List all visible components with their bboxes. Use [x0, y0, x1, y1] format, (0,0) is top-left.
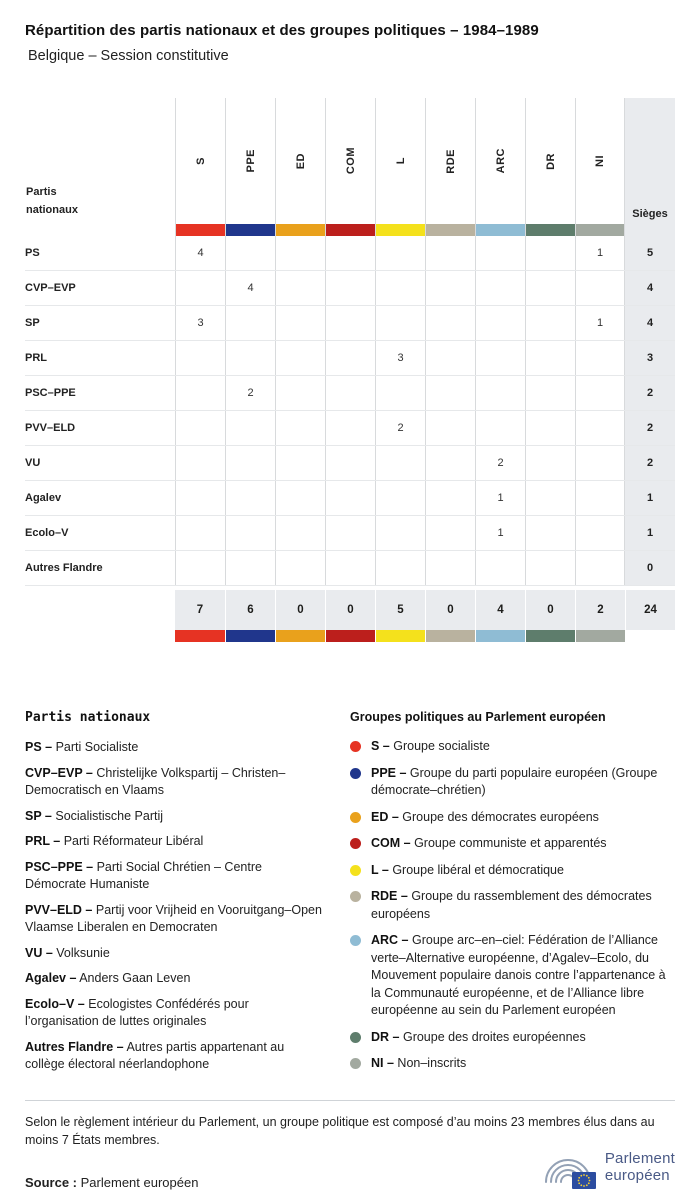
- parliament-logo-text: Parlement européen: [604, 1150, 675, 1184]
- value-cell: [575, 516, 625, 550]
- value-cell: [525, 271, 575, 305]
- totals-spacer: [25, 590, 175, 630]
- group-color-bar: [425, 630, 475, 642]
- group-legend-item: DR – Groupe des droites européennes: [350, 1029, 675, 1047]
- value-cell: [175, 551, 225, 585]
- value-cell: [275, 446, 325, 480]
- value-cell: [225, 341, 275, 375]
- column-header-label: ARC: [494, 148, 507, 174]
- column-header-label: L: [394, 157, 407, 165]
- total-cell: 0: [525, 590, 575, 630]
- value-cell: [525, 481, 575, 515]
- column-header-label: S: [194, 157, 207, 165]
- group-color-bar: [326, 224, 375, 236]
- value-cell: [325, 236, 375, 270]
- column-header-ppe: [225, 98, 275, 236]
- total-cell: 0: [275, 590, 325, 630]
- group-color-dot: [350, 1058, 361, 1069]
- seats-cell: 3: [625, 341, 675, 375]
- value-cell: [425, 341, 475, 375]
- group-color-dot: [350, 891, 361, 902]
- group-color-dot: [350, 838, 361, 849]
- value-cell: 2: [375, 411, 425, 445]
- value-cell: [225, 236, 275, 270]
- column-header-label: COM: [344, 147, 357, 175]
- column-header-l: [375, 98, 425, 236]
- value-cell: [175, 341, 225, 375]
- party-legend-item: SP – Socialistische Partij: [25, 808, 164, 823]
- value-cell: [425, 411, 475, 445]
- group-color-bar: [275, 630, 325, 642]
- party-legend-item: PS – Parti Socialiste: [25, 740, 139, 754]
- value-cell: [275, 376, 325, 410]
- party-legend-item: PSC–PPE – Parti Social Chrétien – Centre Démocrate Humaniste: [25, 859, 262, 891]
- bars-spacer: [625, 630, 675, 642]
- value-cell: [225, 481, 275, 515]
- value-cell: [325, 516, 375, 550]
- party-name: PSC–PPE: [25, 387, 76, 399]
- total-cell: 2: [575, 590, 625, 630]
- value-cell: [575, 411, 625, 445]
- table-corner-cell: [25, 98, 175, 236]
- seats-cell: 1: [625, 481, 675, 515]
- column-header-s: [175, 98, 225, 236]
- seats-cell: 0: [625, 551, 675, 585]
- value-cell: [375, 271, 425, 305]
- value-cell: 1: [475, 516, 525, 550]
- value-cell: [275, 551, 325, 585]
- value-cell: [325, 446, 375, 480]
- column-header-label: RDE: [444, 148, 457, 174]
- table-row: [25, 481, 675, 516]
- party-legend-item: PRL – Parti Réformateur Libéral: [25, 834, 204, 848]
- value-cell: [575, 271, 625, 305]
- group-color-bar: [375, 630, 425, 642]
- value-cell: [375, 306, 425, 340]
- page-subtitle: Belgique – Session constitutive: [28, 48, 229, 64]
- party-legend-item: PVV–ELD – Partij voor Vrijheid en Vooruitgang–Open Vlaamse Liberalen en Democraten: [25, 902, 322, 934]
- footnote-divider: [25, 1100, 675, 1101]
- group-legend-item: RDE – Groupe du rassemblement des démocrates européens: [350, 888, 675, 923]
- group-color-bar: [476, 224, 525, 236]
- group-legend-item: PPE – Groupe du parti populaire européen (Groupe démocrate–chrétien): [350, 765, 675, 800]
- party-name: Ecolo–V: [25, 527, 69, 539]
- group-color-dot: [350, 812, 361, 823]
- value-cell: 4: [225, 271, 275, 305]
- table-bottom-bars: [25, 630, 675, 642]
- value-cell: [325, 411, 375, 445]
- value-cell: [375, 481, 425, 515]
- seats-table: [25, 98, 675, 642]
- group-legend-item: NI – Non–inscrits: [350, 1055, 675, 1073]
- party-name: PRL: [25, 352, 47, 364]
- column-header-label: DR: [544, 152, 557, 170]
- group-color-bar: [576, 224, 624, 236]
- value-cell: [375, 236, 425, 270]
- value-cell: [525, 306, 575, 340]
- value-cell: 2: [475, 446, 525, 480]
- group-color-dot: [350, 741, 361, 752]
- value-cell: [275, 481, 325, 515]
- group-color-bar: [175, 630, 225, 642]
- footnote-section: [25, 1100, 675, 1151]
- value-cell: [275, 306, 325, 340]
- value-cell: [225, 411, 275, 445]
- value-cell: [375, 516, 425, 550]
- value-cell: [575, 551, 625, 585]
- group-color-bar: [575, 630, 625, 642]
- party-name: PS: [25, 247, 40, 259]
- column-header-label: NI: [594, 155, 606, 167]
- value-cell: [525, 551, 575, 585]
- party-name: CVP–EVP: [25, 282, 76, 294]
- value-cell: [525, 341, 575, 375]
- value-cell: [475, 271, 525, 305]
- value-cell: [475, 551, 525, 585]
- value-cell: [425, 271, 475, 305]
- total-cell: 4: [475, 590, 525, 630]
- value-cell: [225, 306, 275, 340]
- value-cell: [325, 271, 375, 305]
- value-cell: [425, 551, 475, 585]
- group-legend-item: S – Groupe socialiste: [350, 738, 675, 756]
- value-cell: [375, 376, 425, 410]
- group-color-bar: [325, 630, 375, 642]
- value-cell: [275, 236, 325, 270]
- column-header-rde: [425, 98, 475, 236]
- source-label: Source :: [25, 1175, 78, 1190]
- column-header-sieges: Sièges: [625, 98, 675, 236]
- group-color-bar: [226, 224, 275, 236]
- value-cell: 1: [575, 306, 625, 340]
- column-header-ni: [575, 98, 625, 236]
- value-cell: [375, 446, 425, 480]
- value-cell: [475, 411, 525, 445]
- value-cell: 2: [225, 376, 275, 410]
- seats-cell: 2: [625, 446, 675, 480]
- value-cell: [425, 236, 475, 270]
- value-cell: [525, 376, 575, 410]
- group-color-bar: [426, 224, 475, 236]
- value-cell: [475, 306, 525, 340]
- footnote-text: Selon le règlement intérieur du Parlement, un groupe politique est composé d’au moins 23 membres élus dans au moins 7 États membres.: [25, 1114, 655, 1148]
- value-cell: [275, 341, 325, 375]
- value-cell: 1: [575, 236, 625, 270]
- table-row: [25, 271, 675, 306]
- value-cell: [375, 551, 425, 585]
- total-seats-cell: 24: [625, 590, 675, 630]
- table-totals-row: [25, 590, 675, 630]
- table-row: [25, 411, 675, 446]
- value-cell: [525, 411, 575, 445]
- party-legend-item: CVP–EVP – Christelijke Volkspartij – Christen–Democratisch en Vlaams: [25, 765, 286, 797]
- value-cell: 3: [375, 341, 425, 375]
- party-legend-item: Agalev – Anders Gaan Leven: [25, 971, 191, 985]
- column-header-ed: [275, 98, 325, 236]
- value-cell: [425, 376, 475, 410]
- parties-legend-heading: Partis nationaux: [25, 710, 151, 725]
- table-row: [25, 551, 675, 586]
- column-header-com: [325, 98, 375, 236]
- group-color-dot: [350, 768, 361, 779]
- value-cell: 4: [175, 236, 225, 270]
- group-color-bar: [376, 224, 425, 236]
- value-cell: [425, 516, 475, 550]
- group-color-bar: [526, 224, 575, 236]
- seats-cell: 2: [625, 411, 675, 445]
- value-cell: [175, 376, 225, 410]
- value-cell: [325, 481, 375, 515]
- value-cell: [575, 341, 625, 375]
- groups-legend-heading: Groupes politiques au Parlement européen: [350, 710, 606, 724]
- source-value: Parlement européen: [80, 1175, 199, 1190]
- party-name: Agalev: [25, 492, 62, 504]
- party-legend-item: VU – Volksunie: [25, 945, 110, 960]
- page-title: Répartition des partis nationaux et des groupes politiques – 1984–1989: [25, 22, 539, 39]
- party-name: SP: [25, 317, 40, 329]
- corner-label: Partis nationaux: [26, 185, 78, 217]
- legend-section: [25, 710, 675, 1082]
- value-cell: [575, 481, 625, 515]
- value-cell: 3: [175, 306, 225, 340]
- value-cell: [175, 446, 225, 480]
- column-header-label: PPE: [244, 149, 257, 173]
- bars-spacer: [25, 630, 175, 642]
- total-cell: 5: [375, 590, 425, 630]
- value-cell: [175, 481, 225, 515]
- total-cell: 7: [175, 590, 225, 630]
- value-cell: [225, 516, 275, 550]
- party-name: PVV–ELD: [25, 422, 76, 434]
- value-cell: [325, 341, 375, 375]
- value-cell: [425, 446, 475, 480]
- seats-cell: 2: [625, 376, 675, 410]
- group-color-bar: [225, 630, 275, 642]
- group-color-dot: [350, 1032, 361, 1043]
- value-cell: [275, 411, 325, 445]
- group-legend-item: L – Groupe libéral et démocratique: [350, 862, 675, 880]
- value-cell: [475, 236, 525, 270]
- value-cell: [525, 446, 575, 480]
- group-color-bar: [176, 224, 225, 236]
- value-cell: [325, 551, 375, 585]
- total-cell: 0: [325, 590, 375, 630]
- party-legend-item: Autres Flandre – Autres partis appartenant au collège électoral néerlandophone: [25, 1039, 285, 1071]
- group-color-bar: [475, 630, 525, 642]
- seats-cell: 1: [625, 516, 675, 550]
- table-row: [25, 516, 675, 551]
- hemicycle-icon: [539, 1146, 597, 1190]
- source-line: [25, 1175, 198, 1190]
- value-cell: [475, 341, 525, 375]
- parties-legend: [25, 710, 325, 1082]
- table-row: [25, 446, 675, 481]
- group-legend-item: ARC – Groupe arc–en–ciel: Fédération de l’Alliance verte–Alternative européenne, d’Agalev–Ecolo, du Mouvement populaire danois contre l’appartenance à la Communauté européenne, et de l’Alliance libre européenne au sein du Parlement européen: [350, 932, 675, 1020]
- table-row: [25, 236, 675, 271]
- party-name: VU: [25, 457, 41, 469]
- party-name: Autres Flandre: [25, 562, 103, 574]
- group-legend-item: ED – Groupe des démocrates européens: [350, 809, 675, 827]
- table-row: [25, 376, 675, 411]
- value-cell: [425, 306, 475, 340]
- value-cell: [325, 376, 375, 410]
- value-cell: [575, 446, 625, 480]
- group-color-dot: [350, 935, 361, 946]
- value-cell: [275, 516, 325, 550]
- seats-cell: 4: [625, 271, 675, 305]
- table-row: [25, 306, 675, 341]
- group-color-bar: [525, 630, 575, 642]
- value-cell: [225, 551, 275, 585]
- column-header-dr: [525, 98, 575, 236]
- value-cell: [475, 376, 525, 410]
- total-cell: 0: [425, 590, 475, 630]
- table-header-row: [25, 98, 675, 236]
- groups-legend: [350, 710, 675, 1082]
- value-cell: [325, 306, 375, 340]
- seats-cell: 5: [625, 236, 675, 270]
- value-cell: 1: [475, 481, 525, 515]
- value-cell: [225, 446, 275, 480]
- value-cell: [575, 376, 625, 410]
- group-color-bar: [276, 224, 325, 236]
- value-cell: [175, 271, 225, 305]
- value-cell: [275, 271, 325, 305]
- value-cell: [525, 516, 575, 550]
- column-header-arc: [475, 98, 525, 236]
- group-legend-item: COM – Groupe communiste et apparentés: [350, 835, 675, 853]
- parliament-logo: [539, 1146, 675, 1190]
- footer: [25, 1146, 675, 1190]
- group-color-dot: [350, 865, 361, 876]
- table-row: [25, 341, 675, 376]
- total-cell: 6: [225, 590, 275, 630]
- party-legend-item: Ecolo–V – Ecologistes Confédérés pour l’organisation de luttes originales: [25, 996, 249, 1028]
- value-cell: [425, 481, 475, 515]
- value-cell: [525, 236, 575, 270]
- column-header-label: ED: [294, 152, 307, 170]
- value-cell: [175, 516, 225, 550]
- value-cell: [175, 411, 225, 445]
- seats-cell: 4: [625, 306, 675, 340]
